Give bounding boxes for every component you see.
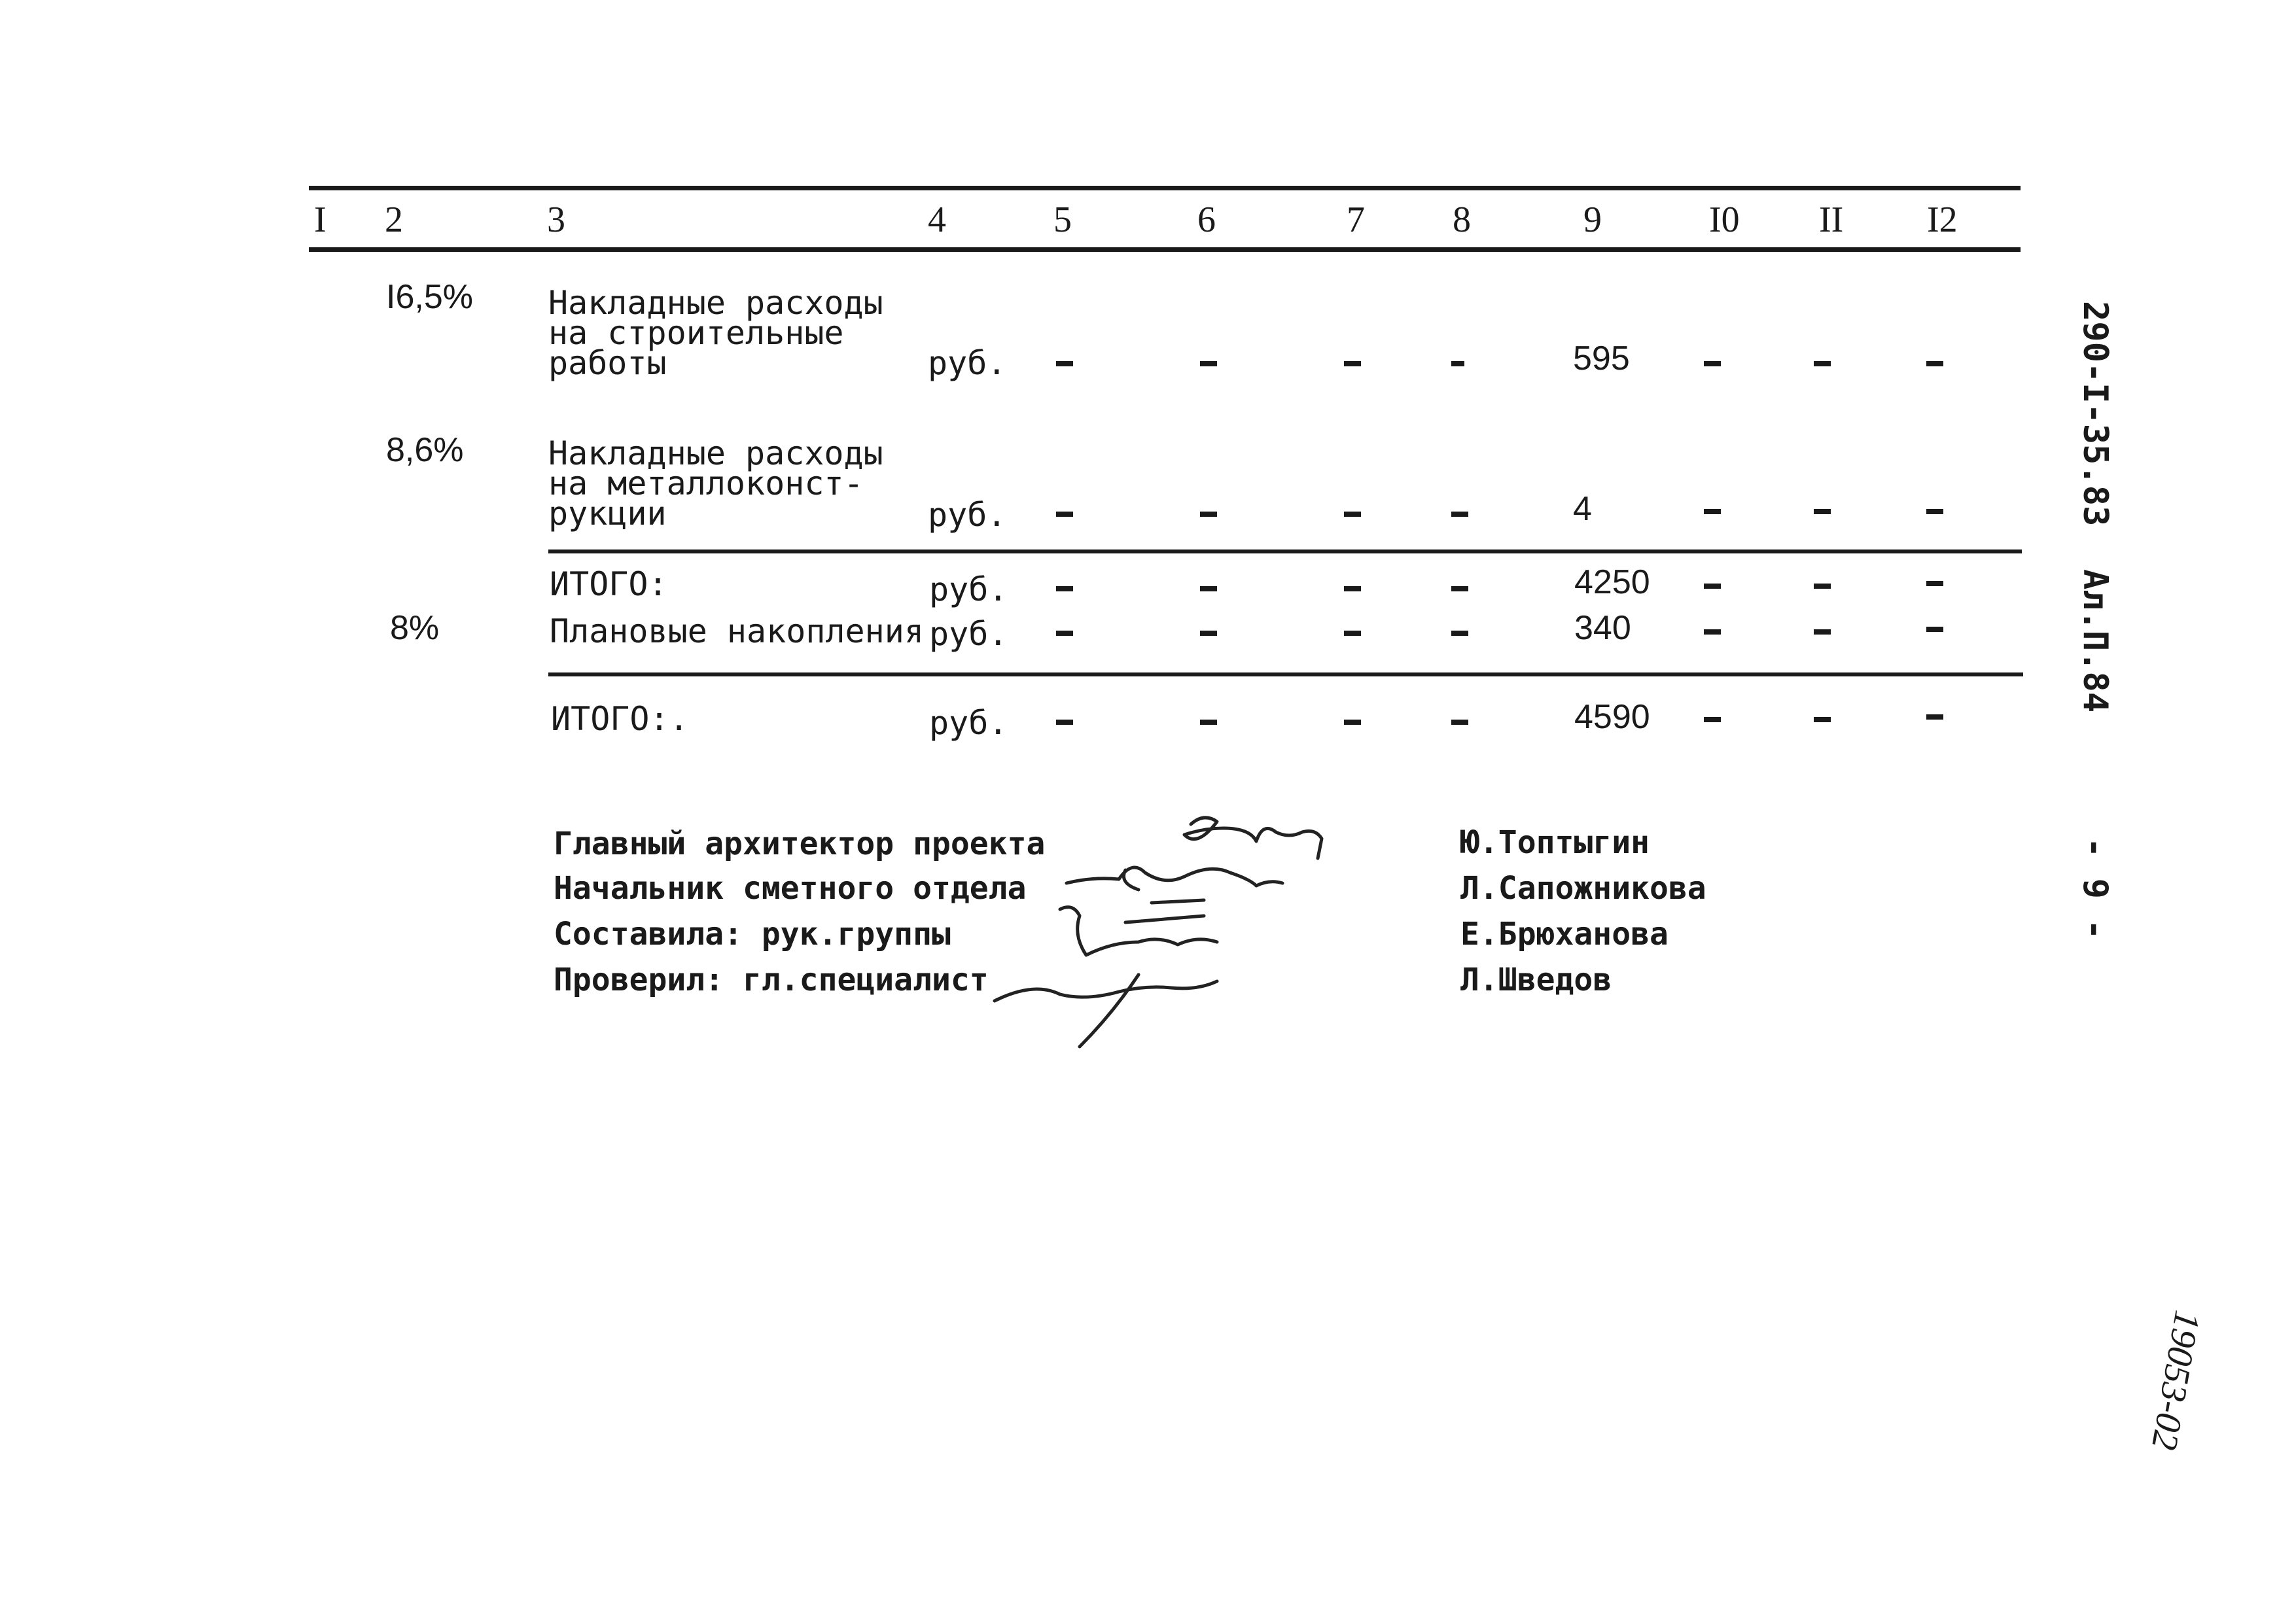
dash-mark — [1814, 717, 1831, 722]
row-col9-value: 4250 — [1574, 563, 1650, 601]
dash-mark — [1704, 584, 1721, 589]
row-name-line: ИТОГО:. — [551, 700, 689, 738]
dash-mark — [1344, 361, 1361, 366]
row-col9-value: 340 — [1574, 609, 1631, 647]
dash-mark — [1344, 631, 1361, 636]
row-rate: 8% — [390, 609, 440, 647]
col-header-7: 7 — [1347, 200, 1365, 240]
dash-mark — [1344, 512, 1361, 517]
signature-name: Ю.Топтыгин — [1460, 824, 1650, 861]
signature-name: Л.Шведов — [1460, 962, 1612, 998]
row-rate: I6,5% — [386, 278, 473, 316]
dash-mark — [1056, 361, 1073, 366]
dash-mark — [1451, 720, 1468, 725]
dash-mark — [1200, 631, 1217, 636]
dash-mark — [1704, 717, 1721, 722]
signature-role: Главный архитектор проекта — [554, 826, 1046, 862]
signature-name: Л.Сапожникова — [1460, 870, 1706, 907]
table-top-rule — [309, 186, 2021, 190]
header-bottom-rule — [309, 247, 2021, 252]
dash-mark — [1814, 509, 1831, 514]
row-unit: руб. — [929, 570, 1008, 608]
row-name-line: работы — [548, 344, 667, 382]
dash-mark — [1926, 509, 1943, 514]
col-header-2: 2 — [385, 200, 403, 240]
row-name-line: рукции — [548, 495, 667, 532]
dash-mark — [1704, 361, 1721, 366]
col-header-5: 5 — [1053, 200, 1072, 240]
dash-mark — [1814, 361, 1831, 366]
dash-mark — [1926, 627, 1943, 632]
dash-mark — [1814, 629, 1831, 635]
row-name-line: ИТОГО: — [550, 565, 668, 603]
dash-mark — [1814, 584, 1831, 589]
col-header-12: I2 — [1927, 200, 1958, 240]
row-name-line: Плановые накопления — [550, 612, 924, 650]
archive-number: 19053-02 — [2143, 1307, 2208, 1453]
dash-mark — [1704, 629, 1721, 635]
col-header-11: II — [1819, 200, 1844, 240]
row-rate: 8,6% — [386, 431, 464, 469]
document-code: 290-I-35.83 — [2075, 301, 2115, 527]
dash-mark — [1451, 586, 1468, 591]
row-unit: руб. — [928, 496, 1007, 534]
dash-mark — [1344, 586, 1361, 591]
col-header-3: 3 — [547, 200, 565, 240]
col-header-4: 4 — [928, 200, 946, 240]
row-unit: руб. — [928, 344, 1007, 382]
dash-mark — [1451, 512, 1468, 517]
dash-mark — [1451, 361, 1464, 366]
page-number: - 9 - — [2075, 837, 2115, 940]
col-header-6: 6 — [1197, 200, 1216, 240]
dash-mark — [1056, 512, 1073, 517]
row-name-line: Накладные расходы — [548, 284, 883, 322]
total-rule — [548, 672, 2023, 676]
col-header-8: 8 — [1453, 200, 1471, 240]
dash-mark — [1056, 631, 1073, 636]
handwritten-signatures — [981, 805, 1413, 1066]
dash-mark — [1056, 586, 1073, 591]
dash-mark — [1926, 714, 1943, 720]
dash-mark — [1926, 581, 1943, 586]
dash-mark — [1200, 512, 1217, 517]
dash-mark — [1200, 361, 1217, 366]
row-name-line: на строительные — [548, 314, 844, 352]
row-unit: руб. — [929, 704, 1008, 742]
row-col9-value: 595 — [1573, 340, 1630, 377]
dash-mark — [1451, 631, 1468, 636]
col-header-9: 9 — [1583, 200, 1602, 240]
col-header-1: I — [314, 200, 327, 240]
signature-name: Е.Брюханова — [1460, 916, 1669, 952]
signature-role: Проверил: гл.специалист — [554, 962, 989, 998]
col-header-10: I0 — [1709, 200, 1740, 240]
dash-mark — [1200, 586, 1217, 591]
signature-role: Начальник сметного отдела — [554, 870, 1027, 907]
row-name-line: Накладные расходы — [548, 434, 883, 472]
subtotal-rule — [548, 550, 2022, 553]
signature-role: Составила: рук.группы — [554, 916, 951, 952]
row-unit: руб. — [929, 615, 1008, 653]
dash-mark — [1344, 720, 1361, 725]
album-code: Ал.П.84 — [2075, 569, 2115, 713]
row-col9-value: 4 — [1573, 490, 1592, 528]
dash-mark — [1056, 720, 1073, 725]
row-col9-value: 4590 — [1574, 698, 1650, 736]
dash-mark — [1200, 720, 1217, 725]
dash-mark — [1926, 361, 1943, 366]
dash-mark — [1704, 509, 1721, 514]
row-name-line: на металлоконст- — [548, 464, 864, 502]
